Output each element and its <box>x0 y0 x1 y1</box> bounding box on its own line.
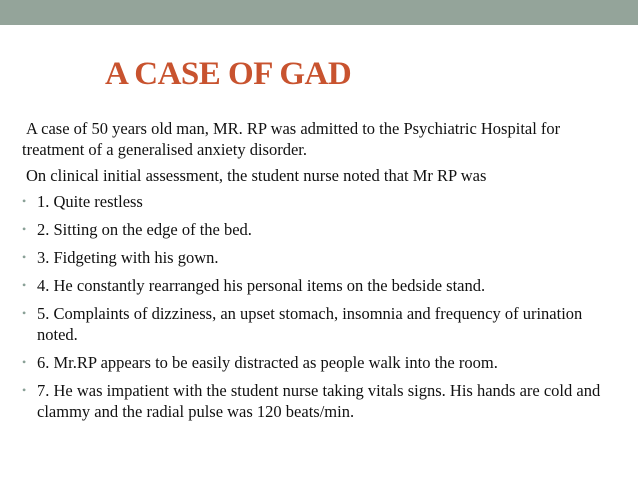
bullet-item <box>22 191 612 212</box>
slide-body <box>22 118 612 429</box>
intro-paragraph: A case of 50 years old man, MR. RP was admitted to the Psychiatric Hospital for treatment of a generalised anxiety disorder. <box>22 119 561 159</box>
top-accent-bar <box>0 0 638 25</box>
bullet-icon: • <box>22 383 27 397</box>
bullet-icon: • <box>22 306 27 320</box>
bullet-item <box>22 352 612 373</box>
bullet-text: 5. Complaints of dizziness, an upset stomach, insomnia and frequency of urination noted. <box>37 304 583 344</box>
bullet-text: 7. He was impatient with the student nurse taking vitals signs. His hands are cold and clammy and the radial pulse was 120 beats/min. <box>37 381 601 421</box>
bullet-item <box>22 247 612 268</box>
bullet-icon: • <box>22 250 27 264</box>
bullet-icon: • <box>22 278 27 292</box>
bullet-text: 2. Sitting on the edge of the bed. <box>37 220 252 239</box>
bullet-item <box>22 275 612 296</box>
bullet-text: 1. Quite restless <box>37 192 143 211</box>
bullet-icon: • <box>22 194 27 208</box>
bullet-icon: • <box>22 222 27 236</box>
bullet-icon: • <box>22 355 27 369</box>
slide-title: A CASE OF GAD <box>105 56 352 92</box>
assessment-paragraph: On clinical initial assessment, the student nurse noted that Mr RP was <box>26 166 487 185</box>
bullet-text: 6. Mr.RP appears to be easily distracted as people walk into the room. <box>37 353 498 372</box>
bullet-text: 4. He constantly rearranged his personal items on the bedside stand. <box>37 276 486 295</box>
bullet-item <box>22 219 612 240</box>
bullet-item <box>22 380 612 422</box>
bullet-text: 3. Fidgeting with his gown. <box>37 248 219 267</box>
bullet-item <box>22 303 612 345</box>
